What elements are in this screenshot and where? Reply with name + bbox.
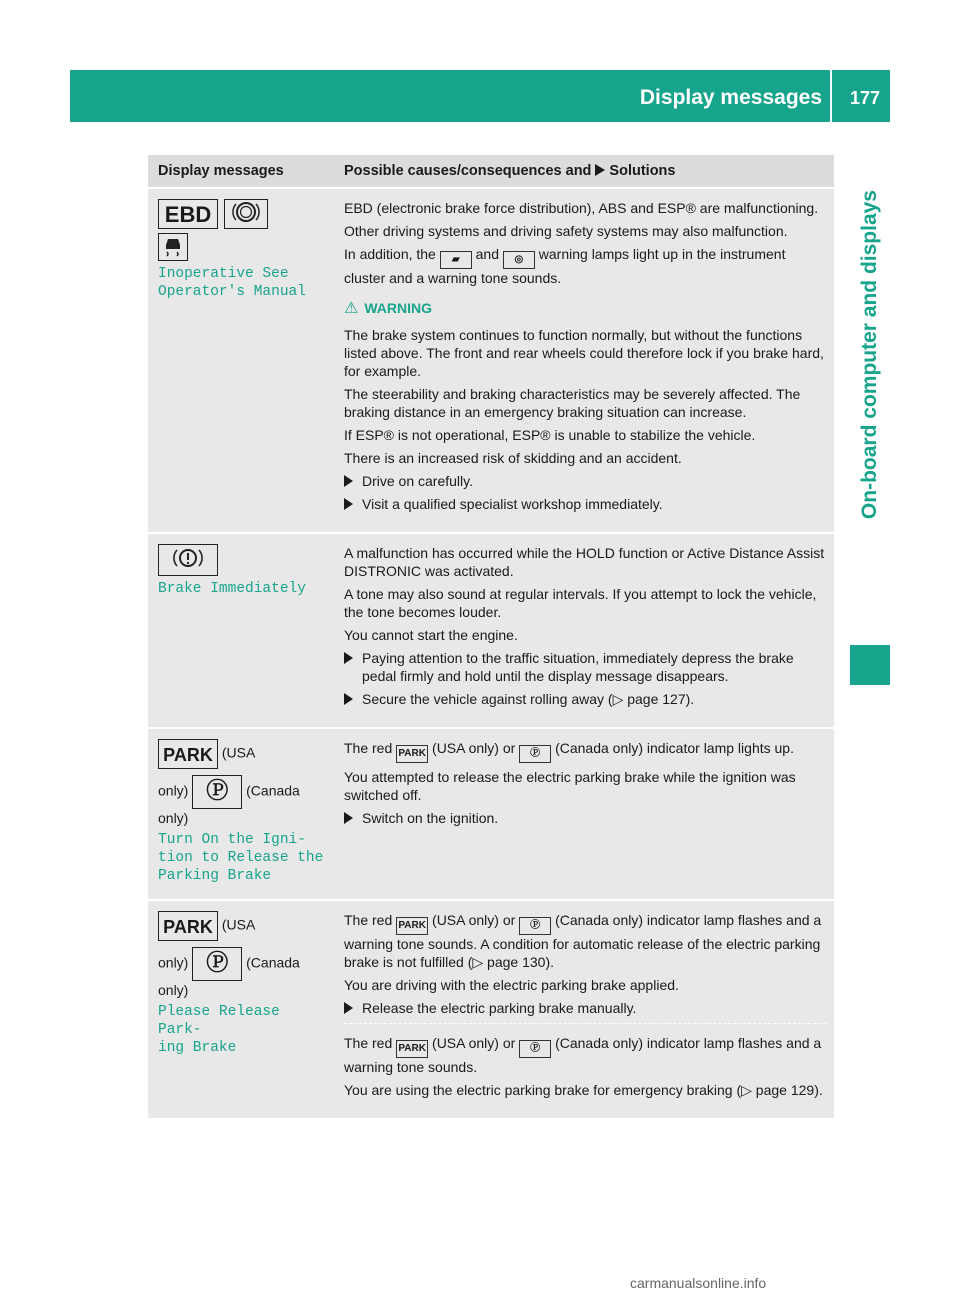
section-title: Display messages: [639, 86, 822, 109]
display-message-line: Operator's Manual: [158, 284, 306, 300]
cause-text: A malfunction has occurred while the HOLD function or Active Distance Assist DISTRONIC was activated.: [344, 545, 825, 579]
parking-brake-icon: Ⓟ: [519, 917, 551, 935]
text-fragment: The red: [344, 1035, 393, 1051]
cause-text: You are using the electric parking brake for emergency braking (▷ page 129).: [344, 1082, 823, 1098]
display-message: Brake Immediately: [158, 581, 306, 597]
display-message: [158, 831, 328, 885]
icon-line: [158, 775, 328, 809]
parking-brake-icon: Ⓟ: [519, 745, 551, 763]
region-label: only): [158, 782, 189, 799]
bullet-arrow-icon: [344, 693, 353, 705]
header-divider: [830, 70, 832, 122]
display-message: [158, 1003, 328, 1057]
solution-text: Visit a qualified specialist workshop immediately.: [362, 496, 663, 512]
causes-cell: [336, 900, 834, 1118]
table-header-row: [148, 155, 834, 188]
warning-triangle-icon: ⚠: [344, 300, 359, 317]
display-message-line: Please Release Park‐: [158, 1004, 280, 1038]
bullet-arrow-icon: [344, 498, 353, 510]
icon-line: [158, 739, 328, 769]
cause-text: [344, 911, 826, 971]
abs-icon: [224, 199, 268, 229]
warning-heading: [344, 299, 826, 318]
text-fragment: The red: [344, 740, 393, 756]
side-tab: [850, 190, 890, 630]
display-message: [158, 265, 328, 301]
bullet-arrow-icon: [344, 652, 353, 664]
text-fragment: (Canada only) indicator lamp lights up.: [555, 740, 794, 756]
region-label: (Canada: [246, 782, 300, 799]
display-cell: [148, 728, 336, 900]
text-fragment: The red: [344, 912, 393, 928]
warning-text: The steerability and braking characteristics may be severely affected. The braking distance in an emergency braking situation can increase.: [344, 386, 801, 420]
parking-brake-icon: Ⓟ: [192, 775, 242, 809]
warning-text: There is an increased risk of skidding and an accident.: [344, 450, 682, 466]
solution-text: Switch on the ignition.: [362, 810, 499, 826]
bullet-arrow-icon: [344, 1002, 353, 1014]
display-message-line: Inoperative See: [158, 266, 289, 282]
arrow-icon: [595, 164, 605, 176]
cause-text: [344, 245, 826, 287]
warning-text: The brake system continues to function normally, but without the functions listed above. The front and rear wheels could therefore lock if you brake hard, for example.: [344, 327, 824, 379]
table-row: [148, 900, 834, 1118]
causes-cell: [336, 533, 834, 728]
abs-icon: ◎: [503, 251, 535, 269]
col-solutions-label: Solutions: [609, 163, 676, 179]
region-label: only): [158, 810, 189, 826]
cause-text: EBD (electronic brake force distribution), ABS and ESP® are malfunctioning.: [344, 200, 819, 216]
parking-brake-icon: Ⓟ: [519, 1040, 551, 1058]
cause-text: [344, 1034, 826, 1076]
park-icon: PARK: [396, 1040, 428, 1058]
text-fragment: (USA only) or: [432, 740, 516, 756]
sub-case: [344, 1023, 826, 1099]
display-message-line: Turn On the Igni‐: [158, 832, 306, 848]
display-cell: [148, 900, 336, 1118]
text-fragment: In addition, the: [344, 246, 436, 262]
cause-text: You attempted to release the electric parking brake while the ignition was switched off.: [344, 769, 796, 803]
solution-step: [344, 809, 826, 827]
display-cell: [148, 188, 336, 533]
solution-step: [344, 495, 826, 513]
region-label: (Canada: [246, 954, 300, 971]
bullet-arrow-icon: [344, 812, 353, 824]
side-tab-marker: [850, 645, 890, 685]
esp-skid-icon: [158, 233, 188, 261]
col-causes: [336, 155, 834, 188]
header-bar: [70, 70, 890, 122]
cause-text: You are driving with the electric parking brake applied.: [344, 977, 679, 993]
region-label: (USA: [221, 744, 256, 761]
text-fragment: (USA only) or: [432, 912, 516, 928]
region-label: only): [158, 954, 189, 971]
display-message-line: ing Brake: [158, 1040, 237, 1056]
solution-text: Secure the vehicle against rolling away (▷ page 127).: [362, 691, 695, 707]
text-fragment: warning lamps light up in the instrument cluster and a warning tone sounds.: [344, 246, 786, 286]
table-row: [148, 728, 834, 900]
causes-cell: [336, 728, 834, 900]
display-message-line: Parking Brake: [158, 868, 272, 884]
region-label: only): [158, 982, 189, 998]
side-tab-label: On-board computer and displays: [858, 190, 881, 520]
col-causes-label: Possible causes/consequences and: [344, 163, 592, 179]
solution-step: [344, 472, 826, 490]
cause-text: You cannot start the engine.: [344, 627, 518, 643]
text-fragment: (Canada only) indicator lamp flashes and a warning tone sounds.: [344, 1035, 822, 1075]
col-display-messages: Display messages: [148, 155, 336, 188]
park-icon: PARK: [396, 917, 428, 935]
solution-step: [344, 649, 826, 685]
solution-text: Release the electric parking brake manually.: [362, 1000, 637, 1016]
solution-step: [344, 999, 826, 1017]
solution-step: [344, 690, 826, 708]
text-fragment: and: [475, 246, 499, 262]
text-fragment: (Canada only) indicator lamp flashes and a warning tone sounds. A condition for automatic release of the electric parking brake is not fulfilled (▷ page 130).: [344, 912, 822, 970]
park-icon: PARK: [396, 745, 428, 763]
brake-warning-icon: [158, 544, 218, 576]
solution-text: Drive on carefully.: [362, 473, 474, 489]
icon-line: [158, 911, 328, 941]
park-icon: PARK: [158, 911, 218, 941]
warning-label: WARNING: [364, 300, 433, 316]
causes-cell: [336, 188, 834, 533]
park-icon: PARK: [158, 739, 218, 769]
cause-text: A tone may also sound at regular intervals. If you attempt to lock the vehicle, the tone becomes louder.: [344, 586, 817, 620]
cause-text: Other driving systems and driving safety systems may also malfunction.: [344, 223, 788, 239]
esp-skid-icon: ▰: [440, 251, 472, 269]
icon-line: [158, 947, 328, 981]
table-row: [148, 188, 834, 533]
bullet-arrow-icon: [344, 475, 353, 487]
warning-text: If ESP® is not operational, ESP® is unable to stabilize the vehicle.: [344, 427, 756, 443]
table-row: [148, 533, 834, 728]
ebd-icon: EBD: [158, 199, 218, 229]
page-number: 177: [849, 88, 880, 108]
display-messages-table: [148, 155, 834, 1118]
display-cell: [148, 533, 336, 728]
text-fragment: (USA only) or: [432, 1035, 516, 1051]
display-message-line: tion to Release the: [158, 850, 324, 866]
solution-text: Paying attention to the traffic situation, immediately depress the brake pedal firmly and hold until the display message disappears.: [362, 650, 794, 684]
region-label: (USA: [221, 916, 256, 933]
cause-text: [344, 739, 826, 763]
parking-brake-icon: Ⓟ: [192, 947, 242, 981]
watermark: carmanualsonline.info: [630, 1275, 767, 1291]
